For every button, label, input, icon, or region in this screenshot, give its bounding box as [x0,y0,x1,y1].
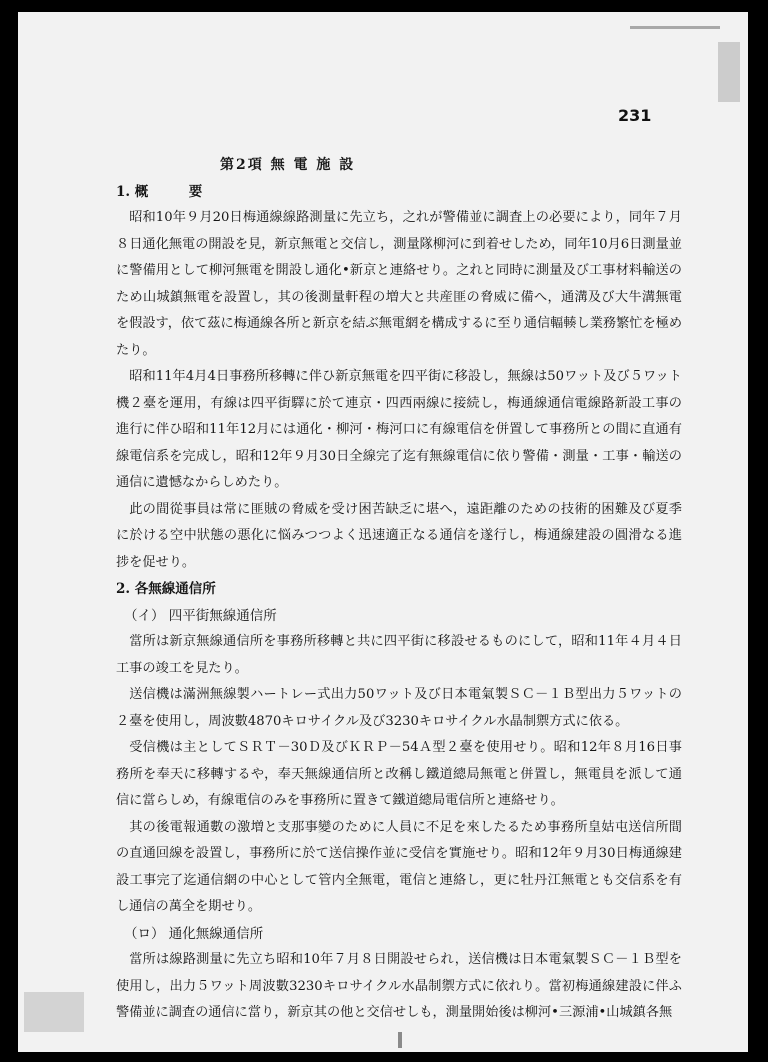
paragraph: 當所は新京無線通信所を事務所移轉と共に四平街に移設せるものにして，昭和11年４月４日工事の竣工を見たり。 [116,634,682,676]
page-content [116,152,682,1027]
document-page [18,12,748,1052]
scan-speck [718,42,740,102]
paragraph: 此の間從事員は常に匪賊の脅威を受け困苦缺乏に堪へ，遠距離のための技術的困難及び夏季に於ける空中狀態の悪化に悩みつつよく迅速適正なる通信を遂行し，梅通線建設の圓滑なる進捗を促せり。 [116,501,682,570]
paragraph: 送信機は滿洲無線製ハートレー式出力50ワット及び日本電氣製ＳＣ－１Ｂ型出力５ワットの２臺を使用し，周波數4870キロサイクル及び3230キロサイクル水晶制禦方式に依る。 [116,687,682,729]
sub-heading-tsuka: （ロ） 通化無線通信所 [124,925,264,942]
paragraph: 受信機は主としてＳＲＴ－30Ｄ及びＫＲＰ－54Ａ型２臺を使用せり。昭和12年８月16日事務所を奉天に移轉するや，奉天無線通信所と改稱し鐵道總局無電と併置し，無電員を派して通信に當らしめ，有線電信のみを事務所に置きて鐵道總局電信所と連絡せり。 [116,740,682,808]
paragraph: 當所は線路測量に先立ち昭和10年７月８日開設せられ，送信機は日本電氣製ＳＣ－１Ｂ型を使用し，出力５ワット周波數3230キロサイクル水晶制禦方式に依れり。當初梅通線建設に伴ふ警備並に調査の通信に當り，新京其の他と交信せしも，測量開始後は柳河•三源浦•山城鎮各無 [116,952,682,1020]
paragraph: 昭和10年９月20日梅通線線路測量に先立ち，之れが警備並に調査上の必要により，同年７月８日通化無電の開設を見，新京無電と交信し，測量隊柳河に到着せしため，同年10月6日測量並に警備用として柳河無電を開設し通化•新京と連絡せり。之れと同時に測量及び工事材料輸送のため山城鎮無電を設置し，其の後測量軒程の増大と共産匪の脅威に備へ，通溝及び大牛溝無電を假設す，依て茲に梅通線各所と新京を結ぶ無電網を構成するに至り通信輻輳し業務繁忙を極めたり。 [116,210,683,358]
scan-speck [630,26,720,29]
heading-stations: 2. 各無線通信所 [116,581,216,597]
heading-overview: 1. 概 要 [116,183,203,200]
paragraph: 其の後電報通數の激増と支那事變のために人員に不足を來したるため事務所皇姑屯送信所間の直通回線を設置し，事務所に於て送信操作並に受信を實施せり。昭和12年９月30日梅通線建設工事完了迄通信網の中心として管内全無電，電信と連絡し，更に牡丹江無電とも交信系を有し通信の萬全を期せり。 [116,819,682,914]
scan-speck [398,1032,402,1048]
section-title: 第2項 無 電 施 設 [220,157,356,173]
paragraph: 昭和11年4月4日事務所移轉に伴ひ新京無電を四平街に移設し，無線は50ワット及び５ワット機２臺を運用，有線は四平街驛に於て連京・四西兩線に接続し，梅通線通信電線路新設工事の進行に伴ひ昭和11年12月には通化・柳河・梅河口に有線電信を併置して事務所との間に直通有線電信系を完成し，昭和12年９月30日全線完了迄有無線電信に依り警備・測量・工事・輸送の通信に遺憾なからしめたり。 [116,369,682,490]
scan-speck [24,992,84,1032]
sub-heading-shiheigai: （イ） 四平街無線通信所 [124,607,277,624]
page-number: 231 [618,106,652,125]
